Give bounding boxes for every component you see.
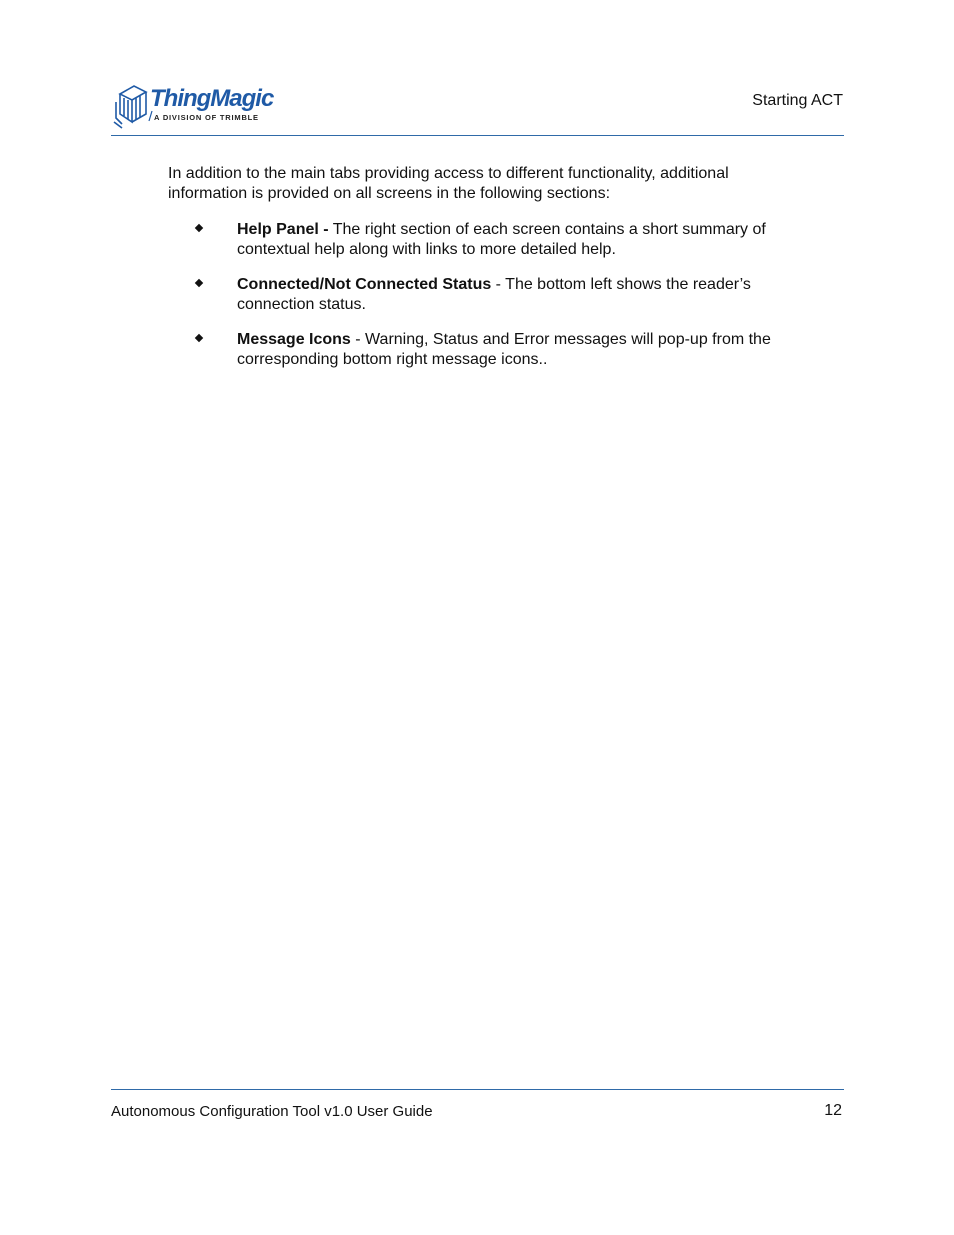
- page-number: 12: [824, 1102, 842, 1119]
- tag-stack-logo-icon: [114, 86, 146, 128]
- header-section-title: Starting ACT: [752, 92, 843, 109]
- list-item-description: - Warning, Status and Error messages will pop-up from the corresponding bottom right message icons..: [237, 331, 771, 368]
- list-item-text: [237, 275, 827, 315]
- logo-tagline-text: A DIVISION OF TRIMBLE: [154, 113, 259, 122]
- list-item-description: - The bottom left shows the reader’s connection status.: [237, 276, 751, 313]
- list-item-term: Message Icons: [237, 331, 351, 348]
- footer-divider: [111, 1089, 844, 1090]
- diamond-bullet-icon: [195, 334, 203, 342]
- list-item-term: Help Panel -: [237, 221, 329, 238]
- footer-document-title: Autonomous Configuration Tool v1.0 User Guide: [111, 1103, 433, 1120]
- list-item-text: [237, 220, 827, 260]
- list-item-term: Connected/Not Connected Status: [237, 276, 492, 293]
- header-divider: [111, 135, 844, 136]
- list-item-text: [237, 330, 827, 370]
- intro-paragraph: In addition to the main tabs providing access to different functionality, additional information is provided on all screens in the following sections:: [168, 165, 729, 202]
- diamond-bullet-icon: [195, 224, 203, 232]
- logo-brand-text: ThingMagic: [150, 85, 274, 112]
- diamond-bullet-icon: [195, 279, 203, 287]
- list-item-description: The right section of each screen contains a short summary of contextual help along with links to more detailed help.: [237, 221, 766, 258]
- thingmagic-logo: [112, 78, 282, 130]
